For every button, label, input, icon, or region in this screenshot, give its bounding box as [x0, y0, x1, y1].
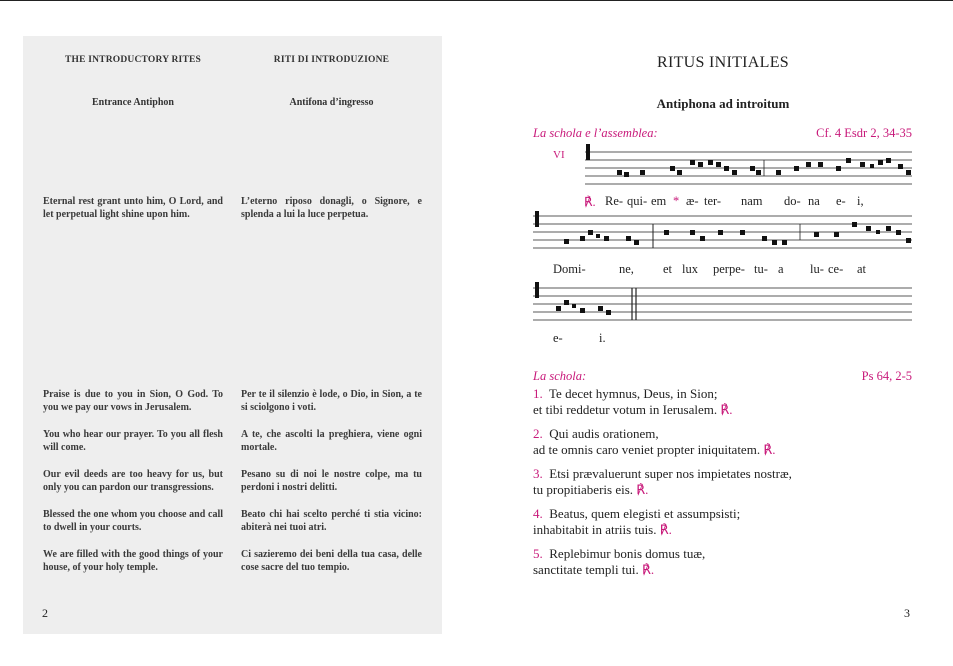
header-en: THE INTRODUCTORY RITES [64, 55, 202, 65]
lyric-syllable: nam [741, 194, 763, 208]
verse-line: inhabitabit in atriis tuis. [533, 522, 657, 537]
verse-line: ad te omnis caro veniet propter iniquitatem. [533, 442, 761, 457]
verse-2 [533, 426, 775, 458]
response-symbol: ℟. [584, 195, 596, 209]
lyric-syllable: ce- [828, 262, 844, 276]
lyric-syllable: at [857, 262, 867, 276]
psalm-en-5: We are filled with the good things of your house, of your holy temple. [43, 549, 223, 573]
verse-number: 3. [533, 466, 543, 481]
psalm-en-2: You who hear our prayer. To you all flesh will come. [43, 429, 223, 453]
psalm-it-1: Per te il silenzio è lode, o Dio, in Sion, a te si sciolgono i voti. [241, 389, 422, 413]
lyric-syllable: e- [836, 194, 846, 208]
lyric-syllable: do- [784, 194, 801, 208]
verse-number: 1. [533, 386, 543, 401]
asterisk-mark: * [673, 194, 680, 208]
lyric-syllable: a [778, 262, 784, 276]
mode-indicator: VI [553, 149, 565, 161]
verse-line: Qui audis orationem, [549, 426, 659, 441]
lyric-syllable: i, [857, 194, 864, 208]
subheading-it: Antifona d’ingresso [289, 97, 374, 108]
lyric-syllable: i. [599, 331, 606, 345]
verse-line: sanctitate templi tui. [533, 562, 639, 577]
rubric-schola-assembly: La schola e l’assemblea: [533, 126, 658, 140]
response-symbol: ℟. [659, 522, 672, 537]
lyric-syllable: perpe- [713, 262, 745, 276]
page-subtitle: Antiphona ad introitum [656, 96, 790, 111]
lyric-syllable: lux [682, 262, 698, 276]
lyric-syllable: e- [553, 331, 563, 345]
response-symbol: ℟. [642, 562, 655, 577]
scripture-reference-2: Ps 64, 2-5 [861, 369, 912, 383]
lyric-syllable: et [663, 262, 673, 276]
verse-number: 5. [533, 546, 543, 561]
lyric-syllable: æ- [686, 194, 699, 208]
verse-5 [533, 546, 705, 578]
verse-line: et tibi reddetur votum in Ierusalem. [533, 402, 718, 417]
verse-1 [533, 386, 733, 418]
page-number-left: 2 [42, 606, 48, 620]
lyric-syllable: Re- [605, 194, 624, 208]
psalm-en-4: Blessed the one whom you choose and call to dwell in your courts. [43, 509, 223, 533]
lyric-syllable: Domi- [553, 262, 586, 276]
verse-4 [533, 506, 740, 538]
lyric-syllable: lu- [810, 262, 824, 276]
antiphon-it: L’eterno riposo donagli, o Signore, e splenda a lui la luce perpetua. [241, 196, 422, 220]
psalm-it-2: A te, che ascolti la preghiera, viene ogni mortale. [241, 429, 422, 453]
verse-line: Etsi prævaluerunt super nos impietates nostræ, [549, 466, 792, 481]
psalm-en-1: Praise is due to you in Sion, O God. To you we pay our vows in Jerusalem. [43, 389, 223, 413]
verse-number: 2. [533, 426, 543, 441]
lyric-syllable: em [651, 194, 667, 208]
antiphon-en: Eternal rest grant unto him, O Lord, and let perpetual light shine upon him. [43, 196, 223, 220]
page-title: RITUS INITIALES [656, 54, 790, 71]
response-symbol: ℟. [720, 402, 733, 417]
lyric-syllable: tu- [754, 262, 768, 276]
verse-number: 4. [533, 506, 543, 521]
response-symbol: ℟. [636, 482, 649, 497]
psalm-en-3: Our evil deeds are too heavy for us, but only you can pardon our transgressions. [43, 469, 223, 493]
psalm-it-4: Beato chi hai scelto perché ti stia vicino: abiterà nei tuoi atri. [241, 509, 422, 533]
header-it: RITI DI INTRODUZIONE [273, 55, 390, 65]
verse-3 [533, 466, 792, 498]
verse-line: Te decet hymnus, Deus, in Sion; [549, 386, 718, 401]
rubric-schola: La schola: [533, 369, 587, 383]
lyric-syllable: ne, [619, 262, 634, 276]
lyric-syllable: na [808, 194, 820, 208]
verse-line: Beatus, quem elegisti et assumpsisti; [549, 506, 741, 521]
lyric-syllable: qui- [627, 194, 648, 208]
verse-line: Replebimur bonis domus tuæ, [549, 546, 706, 561]
subheading-en: Entrance Antiphon [92, 97, 174, 108]
lyric-syllable: ter- [704, 194, 722, 208]
page-number-right: 3 [904, 606, 910, 620]
psalm-it-5: Ci sazieremo dei beni della tua casa, delle cose sacre del tuo tempio. [241, 549, 422, 573]
psalm-it-3: Pesano su di noi le nostre colpe, ma tu perdoni i nostri delitti. [241, 469, 422, 493]
response-symbol: ℟. [763, 442, 776, 457]
verse-line: tu propitiaberis eis. [533, 482, 634, 497]
scripture-reference-1: Cf. 4 Esdr 2, 34-35 [816, 126, 912, 140]
